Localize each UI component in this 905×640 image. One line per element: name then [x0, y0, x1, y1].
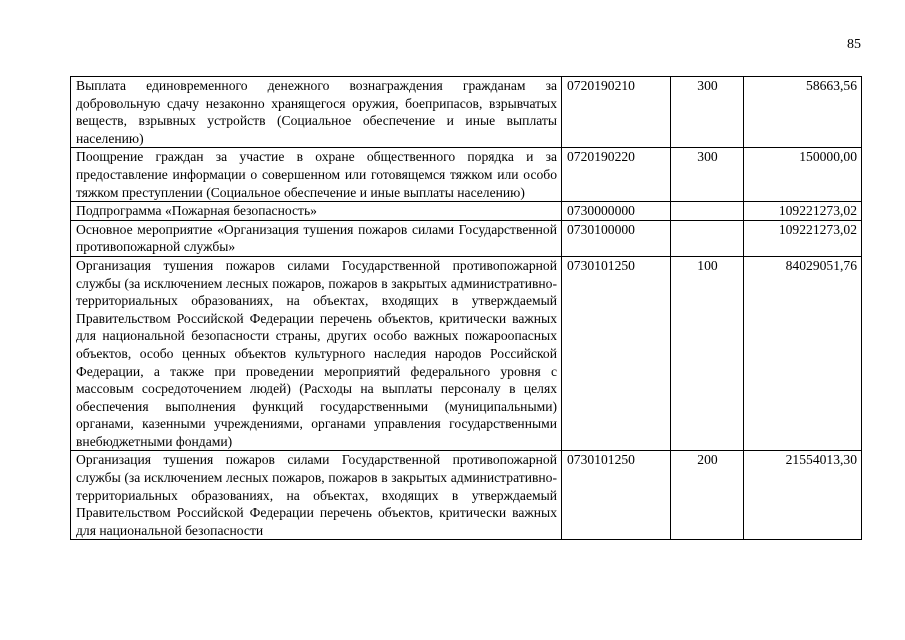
row-code: 0730000000	[562, 202, 671, 221]
row-code: 0730100000	[562, 220, 671, 256]
row-amount: 109221273,02	[744, 220, 862, 256]
table-row	[71, 77, 862, 148]
row-description: Организация тушения пожаров силами Государственной противопожарной службы (за исключением лесных пожаров, пожаров в закрытых административно-территориальных образованиях, на объектах, входящих в утверждаемый Правительством Российской Федерации перечень объектов, критически важных для национальной безопасности страны, других особо важных пожароопасных объектов, особо ценных объектов культурного наследия народов Российской Федерации, а также при проведении мероприятий федерального уровня с массовым сосредоточением людей) (Расходы на выплаты персоналу в целях обеспечения выполнения функций государственными (муниципальными) органами, казенными учреждениями, органами управления государственными внебюджетными фондами)	[71, 256, 562, 451]
row-expense-type: 300	[671, 77, 744, 148]
row-expense-type	[671, 220, 744, 256]
row-code: 0720190220	[562, 148, 671, 202]
page-number: 85	[847, 37, 861, 52]
row-amount: 58663,56	[744, 77, 862, 148]
row-code: 0730101250	[562, 451, 671, 540]
budget-table	[70, 76, 862, 540]
row-expense-type: 300	[671, 148, 744, 202]
table-row	[71, 202, 862, 221]
row-amount: 84029051,76	[744, 256, 862, 451]
row-expense-type: 100	[671, 256, 744, 451]
row-code: 0720190210	[562, 77, 671, 148]
row-expense-type	[671, 202, 744, 221]
row-description: Подпрограмма «Пожарная безопасность»	[71, 202, 562, 221]
row-amount: 109221273,02	[744, 202, 862, 221]
row-description: Поощрение граждан за участие в охране общественного порядка и за предоставление информации о совершенном или готовящемся тяжком или особо тяжком преступлении (Социальное обеспечение и иные выплаты населению)	[71, 148, 562, 202]
table-row	[71, 256, 862, 451]
row-description: Выплата единовременного денежного вознаграждения гражданам за добровольную сдачу незаконно хранящегося оружия, боеприпасов, взрывчатых веществ, взрывных устройств (Социальное обеспечение и иные выплаты населению)	[71, 77, 562, 148]
row-description: Организация тушения пожаров силами Государственной противопожарной службы (за исключением лесных пожаров, пожаров в закрытых административно-территориальных образованиях, на объектах, входящих в утверждаемый Правительством Российской Федерации перечень объектов, критически важных для национальной безопасности	[71, 451, 562, 540]
row-description: Основное мероприятие «Организация тушения пожаров силами Государственной противопожарной службы»	[71, 220, 562, 256]
row-amount: 21554013,30	[744, 451, 862, 540]
table-row	[71, 220, 862, 256]
row-amount: 150000,00	[744, 148, 862, 202]
table-row	[71, 148, 862, 202]
table-row	[71, 451, 862, 540]
row-expense-type: 200	[671, 451, 744, 540]
row-code: 0730101250	[562, 256, 671, 451]
